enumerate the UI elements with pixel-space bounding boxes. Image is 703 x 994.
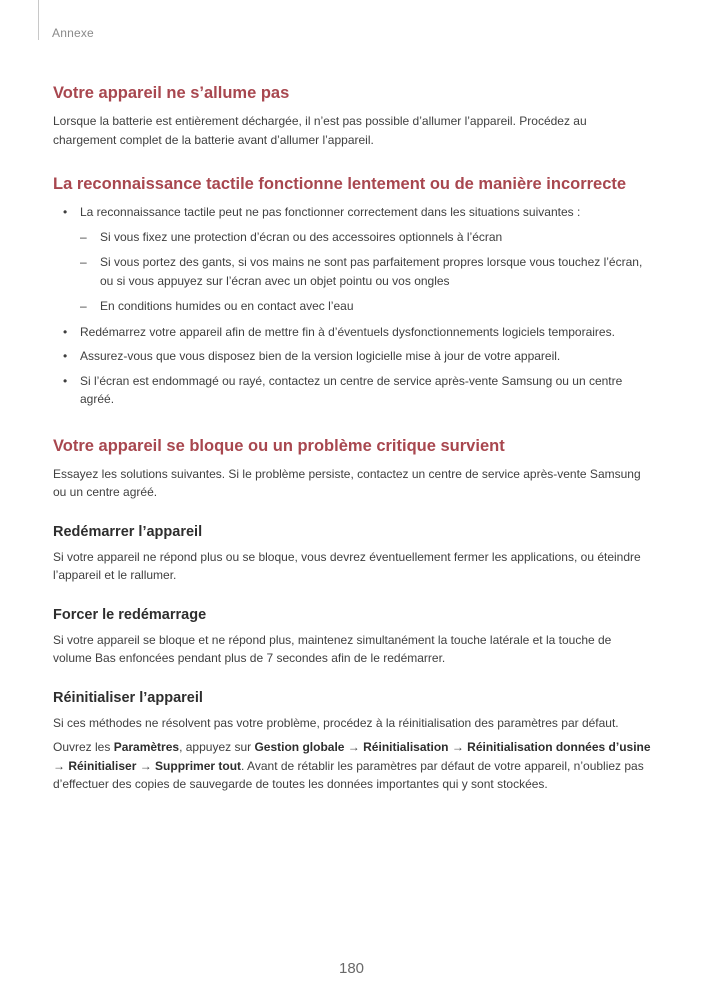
text-run: , appuyez sur bbox=[179, 740, 255, 754]
dash-icon: – bbox=[80, 229, 87, 244]
text-run: . Avant de rétablir les paramètres par défaut de votre appareil, n’oubliez pas d’effectuer des copies de sauvegarde de toutes les données importantes qui y sont stockées. bbox=[53, 758, 644, 791]
list-item bbox=[53, 323, 653, 342]
arrow-icon: → bbox=[53, 758, 69, 773]
bullet-icon: • bbox=[63, 205, 68, 219]
arrow-icon: → bbox=[448, 740, 468, 754]
bullet-icon: • bbox=[63, 324, 68, 339]
touch-bullet-list bbox=[53, 203, 653, 409]
list-item bbox=[53, 347, 653, 366]
text-force-restart: Si votre appareil se bloque et ne répond plus, maintenez simultanément la touche latérale et la touche de volume Bas enfoncées pendant plus de 7 secondes afin de le redémarrer. bbox=[53, 632, 612, 665]
page-number: 180 bbox=[338, 960, 365, 977]
list-item-text: Redémarrez votre appareil afin de mettre fin à d’éventuels dysfonctionnements logiciels temporaires. bbox=[80, 324, 615, 339]
text-run: Ouvrez les bbox=[53, 740, 114, 754]
sub-list-item-text: Si vous fixez une protection d’écran ou des accessoires optionnels à l’écran bbox=[100, 229, 503, 244]
heading-force-restart: Forcer le redémarrage bbox=[53, 606, 207, 623]
text-reset-steps bbox=[53, 738, 653, 794]
heading-power-on: Votre appareil ne s’allume pas bbox=[53, 84, 290, 102]
sub-list bbox=[80, 228, 653, 316]
heading-freeze: Votre appareil se bloque ou un problème critique survient bbox=[53, 436, 505, 455]
menu-path-factory-reset: Réinitialisation données d’usine bbox=[467, 740, 651, 754]
arrow-icon: → bbox=[136, 758, 156, 773]
text-power-on: Lorsque la batterie est entièrement déchargée, il n’est pas possible d’allumer l’appareil. Procédez au chargement complet de la batterie avant d’allumer l’appareil. bbox=[53, 114, 587, 147]
arrow-icon: → bbox=[344, 740, 364, 754]
menu-path-general-management: Gestion globale bbox=[254, 740, 345, 754]
menu-path-reset: Réinitialisation bbox=[363, 740, 449, 754]
sub-list-item-text: En conditions humides ou en contact avec l’eau bbox=[100, 299, 354, 313]
menu-path-delete-all: Supprimer tout bbox=[155, 758, 242, 773]
section-header: Annexe bbox=[52, 26, 94, 40]
margin-line bbox=[38, 0, 39, 40]
list-item-text: La reconnaissance tactile peut ne pas fonctionner correctement dans les situations suivantes : bbox=[80, 205, 581, 219]
text-restart: Si votre appareil ne répond plus ou se bloque, vous devrez éventuellement fermer les applications, ou éteindre l’appareil et le rallumer. bbox=[53, 549, 641, 582]
sub-list-item bbox=[80, 253, 653, 290]
dash-icon: – bbox=[80, 255, 87, 269]
menu-path-settings: Paramètres bbox=[113, 740, 180, 754]
text-freeze: Essayez les solutions suivantes. Si le problème persiste, contactez un centre de service après-vente Samsung ou un centre agréé. bbox=[53, 466, 641, 499]
dash-icon: – bbox=[80, 299, 87, 313]
list-item-text: Si l’écran est endommagé ou rayé, contactez un centre de service après-vente Samsung ou un centre agréé. bbox=[80, 373, 623, 406]
list-item bbox=[53, 203, 653, 316]
page-content bbox=[53, 82, 653, 794]
heading-restart: Redémarrer l’appareil bbox=[53, 523, 203, 540]
heading-touch: La reconnaissance tactile fonctionne lentement ou de manière incorrecte bbox=[53, 175, 627, 193]
heading-reset: Réinitialiser l’appareil bbox=[53, 689, 203, 706]
bullet-icon: • bbox=[63, 373, 68, 388]
text-reset-intro: Si ces méthodes ne résolvent pas votre problème, procédez à la réinitialisation des paramètres par défaut. bbox=[53, 715, 619, 730]
bullet-icon: • bbox=[63, 349, 68, 363]
list-item-text: Assurez-vous que vous disposez bien de la version logicielle mise à jour de votre appareil. bbox=[80, 349, 561, 363]
menu-path-reset-button: Réinitialiser bbox=[68, 758, 137, 773]
sub-list-item bbox=[80, 228, 653, 247]
list-item bbox=[53, 372, 653, 409]
sub-list-item-text: Si vous portez des gants, si vos mains ne sont pas parfaitement propres lorsque vous touchez l’écran, ou si vous appuyez sur l’écran avec un objet pointu ou vos ongles bbox=[100, 255, 643, 288]
sub-list-item bbox=[80, 297, 653, 316]
